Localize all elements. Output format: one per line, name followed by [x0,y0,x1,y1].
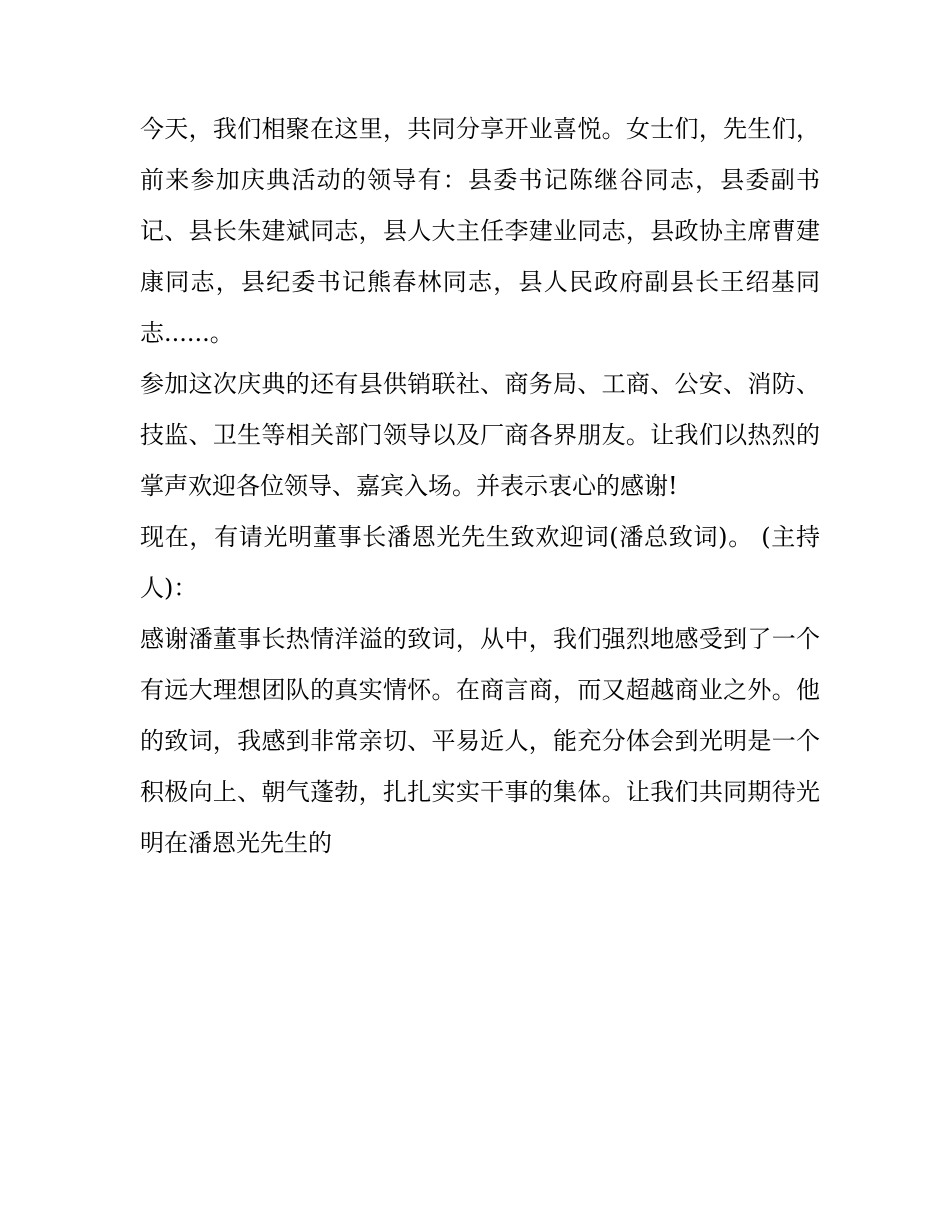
paragraph-thanks: 感谢潘董事长热情洋溢的致词，从中，我们强烈地感受到了一个有远大理想团队的真实情怀。在商言商，而又超越商业之外。他的致词，我感到非常亲切、平易近人，能充分体会到光明是一个积极向上、朝气蓬勃，扎扎实实干事的集体。让我们共同期待光明在潘恩光先生的 [140,625,820,857]
paragraph-opening-leaders: 今天，我们相聚在这里，共同分享开业喜悦。女士们，先生们，前来参加庆典活动的领导有：县委书记陈继谷同志，县委副书记、县长朱建斌同志，县人大主任李建业同志，县政协主席曹建康同志，县纪委书记熊春林同志，县人民政府副县长王绍基同志......。 [140,115,820,347]
document-body [140,104,820,869]
paragraph-departments: 参加这次庆典的还有县供销联社、商务局、工商、公安、消防、技监、卫生等相关部门领导以及厂商各界朋友。让我们以热烈的掌声欢迎各位领导、嘉宾入场。并表示衷心的感谢! [140,370,820,500]
paragraph-chairman-speech: 现在，有请光明董事长潘恩光先生致欢迎词(潘总致词)。 (主持人)： [140,523,820,602]
